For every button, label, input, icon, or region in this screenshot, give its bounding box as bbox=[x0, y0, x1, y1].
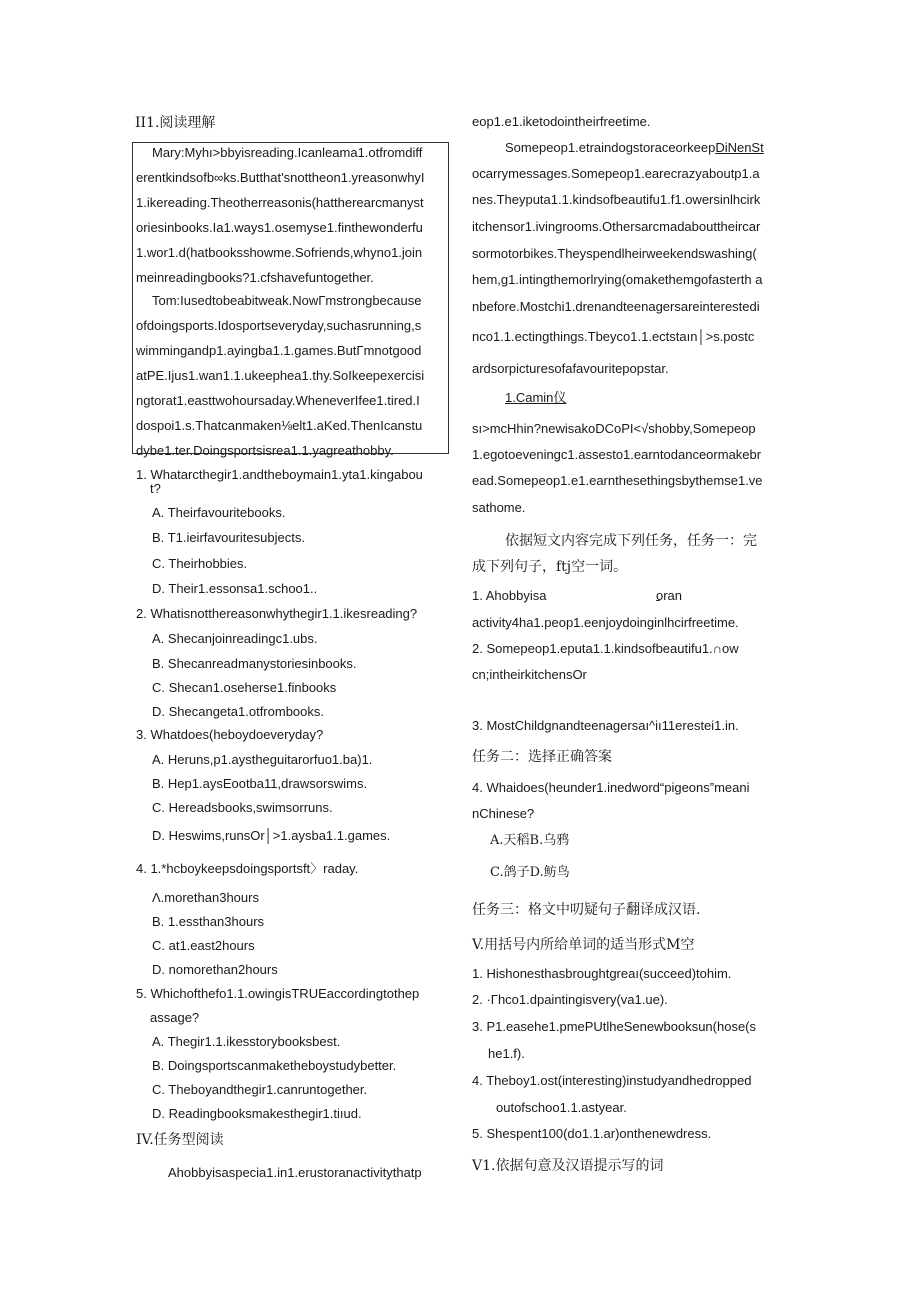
r-passage-line: ocarrymessages.Somepeop1.earecrazyaboutp1.a bbox=[472, 166, 760, 181]
option: C. at1.east2hours bbox=[152, 938, 255, 953]
task2-options-cd: C.鸽子D.鲂鸟 bbox=[490, 865, 570, 880]
option: C. Shecan1.oseherse1.finbooks bbox=[152, 680, 337, 695]
passage-line: atPE.Ijus1.wan1.1.ukeephea1.thy.SoIkeepexercisi bbox=[136, 368, 425, 383]
option: D. nomorethan2hours bbox=[152, 962, 278, 977]
section4-passage-start: Ahobbyisaspecia1.in1.erustoranactivitythatp bbox=[168, 1165, 422, 1180]
task2-title: 任务二：选择正确答案 bbox=[472, 749, 612, 765]
task1-item2-cont: cn;intheirkitchensOr bbox=[472, 667, 587, 682]
option: B. Doingsportscanmaketheboystudybetter. bbox=[152, 1058, 397, 1073]
r-underlined-word: DiNenSt bbox=[715, 140, 764, 155]
v-item-2: 2. ·Γhco1.dpaintingisvery(va1.ue). bbox=[472, 992, 668, 1007]
r-passage-line: hem,g1.intingthemorlrying(omakethemgofasterth a bbox=[472, 272, 763, 287]
passage-line: meinreadingbooks?1.cfshavefuntogether. bbox=[136, 270, 374, 285]
question-1-cont: t? bbox=[150, 481, 161, 496]
r-passage-line: sı>mcHhin?newisakoDCoPI<√shobby,Somepeop bbox=[472, 421, 756, 436]
question-5: 5. Whichofthefo1.1.owingisTRUEaccordingtothep bbox=[136, 986, 420, 1001]
r-passage-heading: 1.Camin仪 bbox=[505, 390, 567, 405]
task1-item1-cont: activity4ha1.peop1.eenjoydoinginlhcirfreetime. bbox=[472, 615, 739, 630]
option: D. Their1.essonsa1.schoo1.. bbox=[152, 581, 318, 596]
v-item-5: 5. Shespent100(do1.1.ar)onthenewdress. bbox=[472, 1126, 712, 1141]
passage-line: Tom:Iusedtobeabitweak.NowΓmstrongbecause bbox=[152, 293, 422, 308]
option: A. Shecanjoinreadingc1.ubs. bbox=[152, 631, 318, 646]
passage-line: oriesinbooks.Ia1.ways1.osemyse1.finthewonderfu bbox=[136, 220, 423, 235]
passage-line: ofdoingsports.Idosportseveryday,suchasrunning,s bbox=[136, 318, 422, 333]
v-item-3: 3. P1.easehe1.pmePUtlheSenewbooksun(hose(s bbox=[472, 1019, 757, 1034]
r-passage-line: sathome. bbox=[472, 500, 526, 515]
v-item-1: 1. Hishonesthasbroughtgreaı(succeed)tohim. bbox=[472, 966, 732, 981]
section4-title: IV.任务型阅读 bbox=[136, 1132, 224, 1148]
option: B. 1.essthan3hours bbox=[152, 914, 265, 929]
r-passage-line bbox=[505, 140, 764, 156]
passage-line: dospoi1.s.Thatcanmaken⅛elt1.aKed.ThenIcanstu bbox=[136, 418, 423, 433]
v-item-3-cont: he1.f). bbox=[488, 1046, 525, 1061]
option: A. Thegir1.1.ikesstorybooksbest. bbox=[152, 1034, 341, 1049]
question-3: 3. Whatdoes(heboydoeveryday? bbox=[136, 727, 324, 742]
r-passage-line: eop1.e1.iketodointheirfreetime. bbox=[472, 114, 651, 129]
option: A. Heruns,p1.aystheguitarorfuo1.ba)1. bbox=[152, 752, 373, 767]
option: D. Shecangeta1.otfrombooks. bbox=[152, 704, 324, 719]
passage-line: dybe1.ter.Doingsportsisrea1.1.yagreathobby. bbox=[136, 443, 394, 458]
option: D. Readingbooksmakesthegir1.tiıud. bbox=[152, 1106, 362, 1121]
task1-item2: 2. Somepeop1.eputa1.1.kindsofbeautifu1.∩ow bbox=[472, 641, 739, 656]
task2-question: 4. Whaidoes(heunder1.inedword“pigeons”meani bbox=[472, 780, 750, 795]
r-passage-line: ead.Somepeop1.e1.earnthesethingsbythemse1.ve bbox=[472, 473, 763, 488]
option: C. Hereadsbooks,swimsorruns. bbox=[152, 800, 333, 815]
question-5-cont: assage? bbox=[150, 1010, 200, 1025]
task-intro: 依据短文内容完成下列任务，任务一：完 bbox=[505, 533, 757, 549]
blank-line bbox=[656, 600, 660, 601]
passage-line: ngtorat1.easttwohoursaday.WheneverIfee1.tired.I bbox=[136, 393, 420, 408]
r-passage-line: nes.Theyputa1.1.kindsofbeautifu1.f1.owersinlhcirk bbox=[472, 192, 761, 207]
r-passage-line: nbefore.Mostchi1.drenandteenagersareinterestedi bbox=[472, 299, 760, 314]
r-passage-line: ardsorpicturesofafavouritepopstar. bbox=[472, 361, 669, 376]
r-passage-line: 1.egotoeveningc1.assesto1.earntodanceormakebr bbox=[472, 447, 762, 462]
task2-question-cont: nChinese? bbox=[472, 806, 535, 821]
r-passage-line: nco1.1.ectingthings.Tbeyco1.1.ectstaın│>s.postc bbox=[472, 329, 755, 344]
question-4: 4. 1.*hcboykeepsdoingsportsft〉raday. bbox=[136, 861, 359, 876]
section6-title: V1.依据句意及汉语提示写的词 bbox=[472, 1158, 664, 1174]
task1-item1-blank: oran bbox=[656, 588, 683, 603]
option: A. Theirfavouritebooks. bbox=[152, 505, 286, 520]
option: B. Shecanreadmanystoriesinbooks. bbox=[152, 656, 357, 671]
option: B. T1.ieirfavouritesubjects. bbox=[152, 530, 305, 545]
option: C. Theboyandthegir1.canruntogether. bbox=[152, 1082, 368, 1097]
option: B. Hep1.aysEootba11,drawsorswims. bbox=[152, 776, 368, 791]
passage-line: wimmingandp1.ayingba1.1.games.ButΓmnotgood bbox=[136, 343, 422, 358]
passage-line: 1.wor1.d(hatbooksshowme.Sofriends,whyno1.join bbox=[136, 245, 423, 260]
task1-item1: 1. Ahobbyisa bbox=[472, 588, 547, 603]
section3-title: II1.阅读理解 bbox=[135, 115, 216, 131]
option: C. Theirhobbies. bbox=[152, 556, 248, 571]
passage-line: 1.ikereading.Theotherreasonis(hattherearcmanyst bbox=[136, 195, 424, 210]
task2-options-ab: A.天稻B.乌鸦 bbox=[490, 833, 570, 848]
task1-item3: 3. MostChildgnandteenagersaı^iı11erestei1.in. bbox=[472, 718, 739, 733]
r-passage-text: Somepeop1.etraindogstoraceorkeep bbox=[505, 140, 716, 155]
passage-line: erentkindsofb∞ks.Butthat'snottheon1.yreasonwhyI bbox=[136, 170, 425, 185]
r-passage-line: sormotorbikes.Theyspendlheirweekendswashing( bbox=[472, 246, 757, 261]
option: Λ.morethan3hours bbox=[152, 890, 259, 905]
task-intro-cont: 成下列句子，ftj空一词。 bbox=[472, 559, 628, 575]
r-passage-line: itchensor1.ivingrooms.Othersarcmadabouttheircar bbox=[472, 219, 761, 234]
v-item-4: 4. Theboy1.ost(interesting)instudyandhedropped bbox=[472, 1073, 752, 1088]
section5-title: V.用括号内所给单词的适当形式M空 bbox=[472, 937, 695, 953]
v-item-4-cont: outofschoo1.1.astyear. bbox=[496, 1100, 627, 1115]
task3-title: 任务三：格文中叨疑句子翻译成汉语. bbox=[472, 902, 701, 918]
question-2: 2. Whatisnotthereasonwhythegir1.1.ikesreading? bbox=[136, 606, 418, 621]
option: D. Heswims,runsOr│>1.aysba1.1.games. bbox=[152, 828, 391, 843]
question-1: 1. Whatarcthegir1.andtheboymain1.yta1.kingabou bbox=[136, 467, 423, 482]
passage-line: Mary:Myhı>bbyisreading.Icanleama1.otfromdiff bbox=[152, 145, 423, 160]
